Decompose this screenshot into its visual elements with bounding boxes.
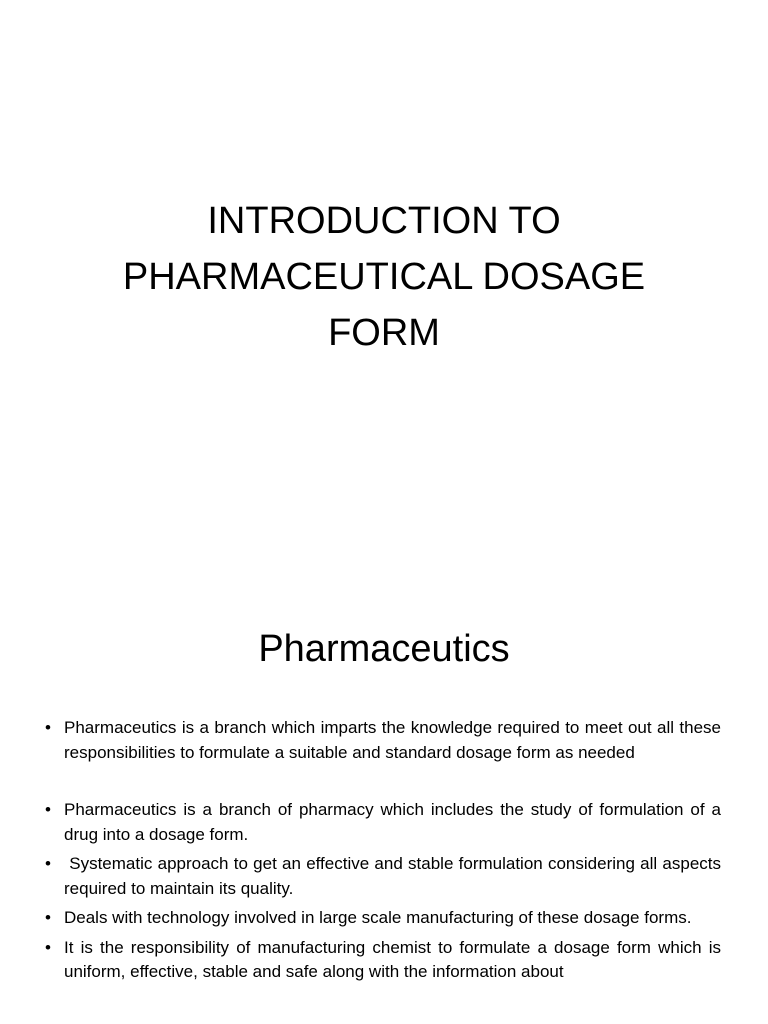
presentation-title: [60, 193, 708, 361]
bullet-text: Deals with technology involved in large scale manufacturing of these dosage forms.: [64, 908, 692, 927]
title-line-1: INTRODUCTION TO: [207, 200, 561, 242]
bullet-text: Systematic approach to get an effective and stable formulation considering all aspects required to maintain its quality.: [64, 854, 726, 898]
bullet-marker: •: [45, 718, 51, 737]
title-line-3: FORM: [328, 312, 440, 354]
bullet-marker: •: [45, 937, 51, 957]
bullet-text: Pharmaceutics is a branch of pharmacy which includes the study of formulation of a drug into a dosage form.: [64, 800, 721, 844]
bullet-item-5: [40, 936, 721, 985]
bullet-text: Pharmaceutics is a branch which imparts the knowledge required to meet out all these responsibilities to formulate a suitable and standard dosage form as needed: [64, 718, 721, 762]
bullet-list: [40, 716, 726, 990]
content-slide: [0, 576, 768, 1024]
bullet-marker: •: [45, 854, 51, 873]
bullet-marker: •: [45, 908, 51, 927]
bullet-text: It is the responsibility of manufacturing chemist to formulate a dosage form which is uniform, effective, stable and safe along with the information about: [64, 937, 721, 981]
bullet-item-1: [40, 716, 721, 765]
bullet-item-2: [40, 798, 721, 847]
bullet-item-4: [40, 906, 721, 931]
title-line-2: PHARMACEUTICAL DOSAGE: [122, 256, 646, 298]
bullet-item-3: [40, 852, 726, 901]
bullet-marker: •: [45, 800, 51, 819]
slide-title: Pharmaceutics: [258, 628, 510, 670]
